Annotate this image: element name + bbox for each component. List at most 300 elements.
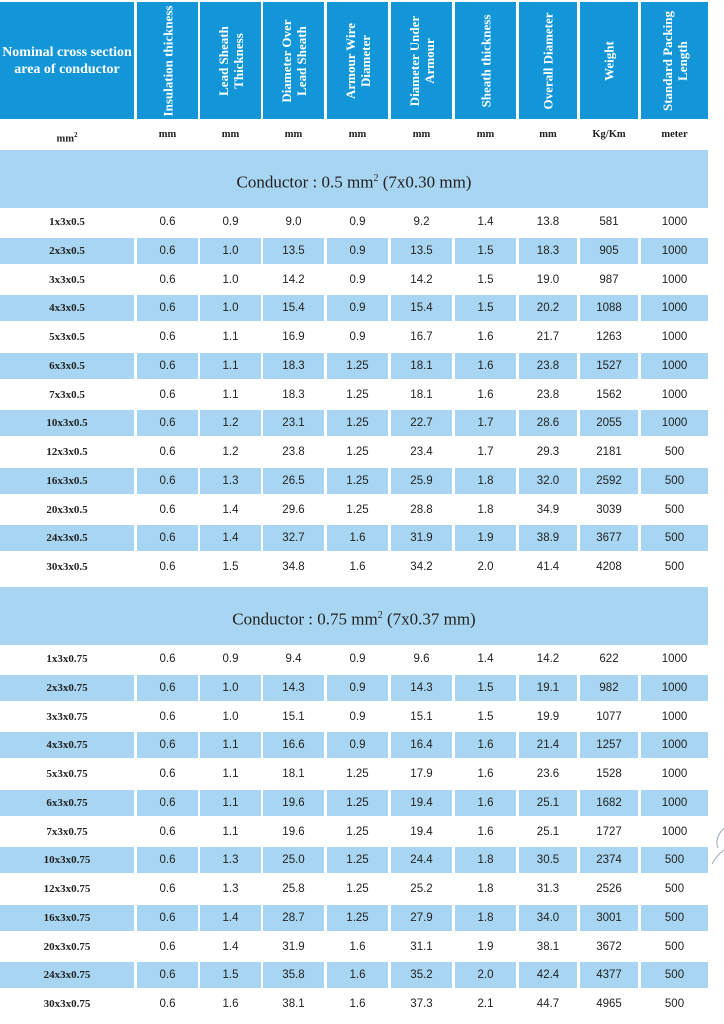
cell-nominal-size: 5x3x0.75 (46, 768, 88, 780)
cell-sheath-thickness: 1.4 (477, 216, 494, 228)
table-row (0, 646, 708, 672)
cell-armour-wire-diameter: 1.25 (346, 446, 369, 458)
cell-packing-length: 500 (664, 446, 685, 458)
header-packing-length (641, 2, 708, 119)
cell-nominal-size: 10x3x0.75 (0, 847, 134, 873)
header-nominal-size (0, 2, 134, 119)
cell-diameter-over-lead-sheath: 26.5 (263, 468, 324, 494)
cell-sheath-thickness: 1.6 (477, 331, 494, 343)
cell-nominal-size: 4x3x0.5 (0, 295, 134, 321)
cell-diameter-under-armour: 15.1 (410, 710, 433, 723)
table-row (0, 410, 708, 436)
cell-insulation-thickness: 0.6 (137, 295, 198, 321)
cell-packing-length: 1000 (661, 768, 688, 780)
cell-diameter-under-armour: 31.1 (410, 940, 433, 953)
cell-packing-length: 1000 (661, 216, 688, 228)
cell-sheath-thickness: 2.0 (455, 962, 516, 988)
unit-overall-diameter: mm (539, 129, 557, 140)
table-row (0, 761, 708, 787)
cell-insulation-thickness: 0.6 (159, 561, 176, 573)
header-overall-diameter (519, 2, 577, 119)
cell-diameter-over-lead-sheath: 28.7 (263, 905, 324, 931)
cell-diameter-over-lead-sheath: 31.9 (282, 940, 305, 953)
cell-lead-sheath-thickness: 1.0 (200, 675, 261, 701)
cell-lead-sheath-thickness: 1.4 (222, 940, 239, 953)
cell-weight: 3677 (580, 525, 638, 551)
cell-insulation-thickness: 0.6 (159, 825, 176, 838)
cell-weight: 1682 (580, 790, 638, 816)
cell-armour-wire-diameter: 1.25 (327, 353, 388, 379)
cell-diameter-under-armour: 31.9 (391, 525, 452, 551)
cell-overall-diameter: 23.8 (519, 353, 577, 379)
cell-sheath-thickness: 1.8 (477, 883, 494, 895)
cell-packing-length: 1000 (661, 653, 688, 665)
cell-sheath-thickness: 2.0 (477, 561, 494, 573)
cell-sheath-thickness: 1.9 (477, 940, 494, 953)
cell-armour-wire-diameter: 0.9 (327, 732, 388, 758)
cell-armour-wire-diameter: 1.25 (327, 790, 388, 816)
cell-insulation-thickness: 0.6 (137, 410, 198, 436)
cell-lead-sheath-thickness: 1.1 (200, 732, 261, 758)
cell-diameter-over-lead-sheath: 32.7 (263, 525, 324, 551)
cell-nominal-size: 3x3x0.5 (49, 273, 85, 286)
cell-diameter-under-armour: 27.9 (391, 905, 452, 931)
cell-sheath-thickness: 1.4 (477, 653, 494, 665)
cell-overall-diameter: 25.1 (536, 825, 560, 838)
cell-diameter-under-armour: 18.1 (410, 388, 433, 401)
cell-armour-wire-diameter: 0.9 (349, 653, 366, 665)
cell-nominal-size: 3x3x0.75 (46, 710, 88, 723)
cell-armour-wire-diameter: 1.25 (346, 503, 369, 516)
cell-armour-wire-diameter: 1.25 (346, 388, 369, 401)
cell-diameter-under-armour: 15.4 (391, 295, 452, 321)
cell-diameter-over-lead-sheath: 23.8 (282, 446, 305, 458)
cell-diameter-over-lead-sheath: 14.3 (263, 675, 324, 701)
unit-nominal-size: $mm^2$ (56, 131, 78, 145)
table-row (0, 353, 708, 379)
cell-weight: 1527 (580, 353, 638, 379)
cell-diameter-under-armour: 28.8 (410, 503, 433, 516)
cell-nominal-size: 2x3x0.75 (0, 675, 134, 701)
cell-lead-sheath-thickness: 1.1 (222, 825, 239, 838)
cell-sheath-thickness: 1.8 (477, 503, 494, 516)
cell-lead-sheath-thickness: 1.1 (200, 353, 261, 379)
cell-packing-length: 1000 (641, 238, 708, 264)
header-lead-sheath-thickness (200, 2, 261, 119)
header-label: Armour Wire Diameter (342, 22, 373, 99)
table-row (0, 704, 708, 730)
cell-weight: 987 (599, 273, 619, 286)
unit-diameter-over-lead-sheath: mm (284, 129, 303, 140)
cell-overall-diameter: 14.2 (536, 653, 560, 665)
cell-overall-diameter: 31.3 (536, 883, 560, 895)
cell-overall-diameter: 41.4 (536, 561, 560, 573)
header-sheath-thickness (455, 2, 516, 119)
table-row (0, 934, 708, 960)
header-diameter-under-armour (391, 2, 452, 119)
cell-nominal-size: 24x3x0.75 (0, 962, 134, 988)
cell-sheath-thickness: 1.6 (477, 388, 494, 401)
cell-nominal-size: 16x3x0.75 (0, 905, 134, 931)
cell-overall-diameter: 20.2 (519, 295, 577, 321)
cell-lead-sheath-thickness: 1.4 (200, 905, 261, 931)
table-row (0, 382, 708, 408)
cell-weight: 3001 (580, 905, 638, 931)
cell-nominal-size: 10x3x0.5 (0, 410, 134, 436)
cell-insulation-thickness: 0.6 (159, 446, 176, 458)
cell-insulation-thickness: 0.6 (137, 732, 198, 758)
cell-overall-diameter: 29.3 (536, 446, 560, 458)
cell-overall-diameter: 18.3 (519, 238, 577, 264)
cell-diameter-over-lead-sheath: 19.6 (282, 825, 305, 838)
cell-packing-length: 500 (641, 905, 708, 931)
cell-overall-diameter: 19.9 (536, 710, 560, 723)
cell-nominal-size: 1x3x0.5 (49, 216, 85, 228)
cell-sheath-thickness: 1.8 (455, 468, 516, 494)
cell-lead-sheath-thickness: 1.3 (222, 883, 239, 895)
header-label: Nominal cross section area of conductor (2, 44, 132, 77)
cell-nominal-size: 30x3x0.5 (46, 561, 88, 573)
cell-nominal-size: 20x3x0.75 (43, 940, 91, 953)
cell-overall-diameter: 28.6 (519, 410, 577, 436)
unit-lead-sheath-thickness: mm (221, 129, 240, 140)
cell-lead-sheath-thickness: 1.1 (200, 790, 261, 816)
cell-lead-sheath-thickness: 1.2 (200, 410, 261, 436)
cell-armour-wire-diameter: 1.6 (349, 998, 366, 1010)
table-row (0, 732, 708, 758)
cell-overall-diameter: 34.0 (519, 905, 577, 931)
cell-insulation-thickness: 0.6 (159, 388, 176, 401)
cell-diameter-under-armour: 35.2 (391, 962, 452, 988)
unit-insulation-thickness: mm (158, 129, 177, 140)
cell-packing-length: 1000 (661, 710, 688, 723)
cell-nominal-size: 4x3x0.75 (0, 732, 134, 758)
cell-diameter-under-armour: 23.4 (410, 446, 433, 458)
cell-weight: 982 (580, 675, 638, 701)
cell-overall-diameter: 23.8 (536, 388, 560, 401)
unit-diameter-under-armour: mm (412, 129, 431, 140)
cell-lead-sheath-thickness: 1.5 (200, 962, 261, 988)
cell-armour-wire-diameter: 0.9 (349, 216, 366, 228)
cell-weight: 3039 (596, 503, 622, 516)
cell-sheath-thickness: 1.5 (477, 710, 494, 723)
cell-weight: 4377 (580, 962, 638, 988)
cell-weight: 4208 (596, 561, 622, 573)
cell-insulation-thickness: 0.6 (159, 653, 176, 665)
table-row (0, 905, 708, 931)
cell-overall-diameter: 25.1 (519, 790, 577, 816)
cell-diameter-over-lead-sheath: 38.1 (282, 998, 305, 1010)
cell-packing-length: 500 (641, 525, 708, 551)
cell-diameter-under-armour: 22.7 (391, 410, 452, 436)
edge-curve-decoration (710, 828, 724, 868)
cell-diameter-under-armour: 9.2 (413, 216, 430, 228)
cell-nominal-size: 12x3x0.75 (43, 883, 91, 895)
cell-nominal-size: 7x3x0.5 (49, 388, 85, 401)
cell-packing-length: 500 (641, 847, 708, 873)
cell-sheath-thickness: 1.6 (455, 790, 516, 816)
cell-diameter-over-lead-sheath: 29.6 (282, 503, 305, 516)
cell-overall-diameter: 21.7 (536, 331, 560, 343)
cell-nominal-size: 2x3x0.5 (0, 238, 134, 264)
cell-weight: 905 (580, 238, 638, 264)
cell-diameter-under-armour: 16.4 (391, 732, 452, 758)
cell-diameter-under-armour: 34.2 (410, 561, 433, 573)
cell-packing-length: 500 (664, 998, 685, 1010)
cell-overall-diameter: 19.0 (536, 273, 560, 286)
cell-armour-wire-diameter: 0.9 (349, 331, 366, 343)
cell-armour-wire-diameter: 0.9 (327, 675, 388, 701)
header-label: Lead Sheath Thickness (215, 25, 246, 96)
cell-lead-sheath-thickness: 1.3 (200, 847, 261, 873)
cell-insulation-thickness: 0.6 (137, 468, 198, 494)
header-insulation-thickness (137, 2, 198, 119)
cell-overall-diameter: 13.8 (536, 216, 560, 228)
cell-insulation-thickness: 0.6 (137, 353, 198, 379)
cell-packing-length: 1000 (641, 410, 708, 436)
cell-insulation-thickness: 0.6 (159, 710, 176, 723)
cell-armour-wire-diameter: 1.25 (327, 468, 388, 494)
cell-nominal-size: 12x3x0.5 (46, 446, 88, 458)
cell-weight: 622 (599, 653, 619, 665)
cell-sheath-thickness: 1.5 (455, 238, 516, 264)
cell-packing-length: 500 (641, 962, 708, 988)
cell-armour-wire-diameter: 1.25 (327, 410, 388, 436)
header-label: Weight (601, 40, 617, 81)
cell-overall-diameter: 32.0 (519, 468, 577, 494)
cell-overall-diameter: 30.5 (519, 847, 577, 873)
cell-lead-sheath-thickness: 1.3 (200, 468, 261, 494)
cell-diameter-over-lead-sheath: 25.8 (282, 883, 305, 895)
header-label: Sheath thickness (478, 14, 493, 107)
table-row (0, 675, 708, 701)
cell-armour-wire-diameter: 1.25 (346, 768, 369, 780)
header-label: Diameter Over Lead Sheath (278, 18, 309, 103)
table-row (0, 876, 708, 902)
cell-sheath-thickness: 1.5 (477, 273, 494, 286)
cell-lead-sheath-thickness: 1.2 (222, 446, 239, 458)
cell-insulation-thickness: 0.6 (137, 675, 198, 701)
cell-weight: 2526 (596, 883, 622, 895)
cell-lead-sheath-thickness: 1.6 (222, 998, 239, 1010)
table-row (0, 497, 708, 523)
cell-armour-wire-diameter: 1.6 (327, 962, 388, 988)
cell-armour-wire-diameter: 0.9 (349, 273, 366, 286)
cell-weight: 2374 (580, 847, 638, 873)
cell-sheath-thickness: 1.8 (455, 847, 516, 873)
cell-packing-length: 500 (664, 940, 685, 953)
cell-lead-sheath-thickness: 1.0 (222, 273, 239, 286)
cell-sheath-thickness: 1.6 (477, 768, 494, 780)
cell-insulation-thickness: 0.6 (159, 940, 176, 953)
cell-diameter-over-lead-sheath: 9.0 (285, 216, 302, 228)
cell-diameter-under-armour: 18.1 (391, 353, 452, 379)
cell-diameter-over-lead-sheath: 25.0 (263, 847, 324, 873)
cell-insulation-thickness: 0.6 (137, 962, 198, 988)
cell-armour-wire-diameter: 0.9 (327, 238, 388, 264)
table-row (0, 295, 708, 321)
cell-insulation-thickness: 0.6 (137, 238, 198, 264)
cell-weight: 1263 (596, 331, 622, 343)
cell-diameter-under-armour: 13.5 (391, 238, 452, 264)
header-armour-wire-diameter (327, 2, 388, 119)
cell-armour-wire-diameter: 1.25 (327, 905, 388, 931)
cell-sheath-thickness: 1.6 (477, 825, 494, 838)
table-row (0, 267, 708, 293)
cell-diameter-over-lead-sheath: 15.4 (263, 295, 324, 321)
cell-diameter-over-lead-sheath: 16.6 (263, 732, 324, 758)
cell-lead-sheath-thickness: 1.1 (222, 331, 239, 343)
cell-sheath-thickness: 1.6 (455, 732, 516, 758)
cell-insulation-thickness: 0.6 (159, 503, 176, 516)
cell-weight: 581 (599, 216, 619, 228)
cell-diameter-under-armour: 14.3 (391, 675, 452, 701)
cell-sheath-thickness: 1.8 (455, 905, 516, 931)
cell-nominal-size: 5x3x0.5 (49, 331, 85, 343)
cell-overall-diameter: 34.9 (536, 503, 560, 516)
cell-insulation-thickness: 0.6 (159, 998, 176, 1010)
cell-diameter-under-armour: 19.4 (410, 825, 433, 838)
cell-insulation-thickness: 0.6 (137, 790, 198, 816)
conductor-section-title: Conductor : 0.75 $mm^2$ (7x0.37 mm) (0, 587, 708, 645)
cell-diameter-under-armour: 37.3 (410, 998, 433, 1010)
cell-packing-length: 1000 (661, 331, 688, 343)
cell-weight: 1077 (596, 710, 622, 723)
cell-diameter-over-lead-sheath: 35.8 (263, 962, 324, 988)
header-weight (580, 2, 638, 119)
cell-insulation-thickness: 0.6 (159, 883, 176, 895)
table-row (0, 991, 708, 1017)
cell-packing-length: 1000 (641, 675, 708, 701)
header-label: Standard Packing Length (659, 10, 690, 111)
cell-sheath-thickness: 1.5 (455, 295, 516, 321)
cell-lead-sheath-thickness: 1.1 (222, 768, 239, 780)
cell-diameter-under-armour: 9.6 (413, 653, 430, 665)
cell-insulation-thickness: 0.6 (159, 331, 176, 343)
cell-diameter-over-lead-sheath: 13.5 (263, 238, 324, 264)
header-label: Insulation thickness (160, 5, 175, 116)
cell-diameter-under-armour: 16.7 (410, 331, 433, 343)
cell-weight: 2592 (580, 468, 638, 494)
cell-packing-length: 500 (664, 503, 685, 516)
cell-armour-wire-diameter: 1.25 (346, 883, 369, 895)
cell-lead-sheath-thickness: 1.0 (200, 238, 261, 264)
cell-insulation-thickness: 0.6 (159, 768, 176, 780)
cell-packing-length: 500 (641, 468, 708, 494)
cell-weight: 1562 (596, 388, 622, 401)
cell-weight: 1088 (580, 295, 638, 321)
cell-diameter-under-armour: 17.9 (410, 768, 433, 780)
cell-insulation-thickness: 0.6 (137, 525, 198, 551)
cell-diameter-over-lead-sheath: 9.4 (285, 653, 302, 665)
cell-diameter-over-lead-sheath: 16.9 (282, 331, 305, 343)
cell-insulation-thickness: 0.6 (137, 905, 198, 931)
cell-sheath-thickness: 1.5 (455, 675, 516, 701)
unit-armour-wire-diameter: mm (348, 129, 367, 140)
cell-insulation-thickness: 0.6 (159, 273, 176, 286)
cell-overall-diameter: 44.7 (536, 998, 560, 1010)
cell-overall-diameter: 21.4 (519, 732, 577, 758)
cell-packing-length: 1000 (661, 825, 688, 838)
conductor-section-title: Conductor : 0.5 $mm^2$ (7x0.30 mm) (0, 150, 708, 208)
cell-nominal-size: 6x3x0.5 (0, 353, 134, 379)
table-row (0, 819, 708, 845)
cell-overall-diameter: 42.4 (519, 962, 577, 988)
table-row (0, 554, 708, 580)
cell-nominal-size: 16x3x0.5 (0, 468, 134, 494)
cell-overall-diameter: 23.6 (536, 768, 560, 780)
cell-lead-sheath-thickness: 0.9 (222, 216, 239, 228)
cell-lead-sheath-thickness: 1.4 (222, 503, 239, 516)
cell-packing-length: 1000 (641, 790, 708, 816)
cell-diameter-over-lead-sheath: 19.6 (263, 790, 324, 816)
cell-sheath-thickness: 1.7 (477, 446, 494, 458)
cell-diameter-under-armour: 25.2 (410, 883, 433, 895)
cell-armour-wire-diameter: 0.9 (327, 295, 388, 321)
cell-diameter-over-lead-sheath: 18.3 (263, 353, 324, 379)
cell-diameter-over-lead-sheath: 14.2 (282, 273, 305, 286)
cell-overall-diameter: 38.9 (519, 525, 577, 551)
cell-overall-diameter: 38.1 (536, 940, 560, 953)
cell-nominal-size: 20x3x0.5 (46, 503, 88, 516)
cell-lead-sheath-thickness: 1.4 (200, 525, 261, 551)
cell-sheath-thickness: 1.7 (455, 410, 516, 436)
cell-nominal-size: 6x3x0.75 (0, 790, 134, 816)
table-row (0, 468, 708, 494)
cell-diameter-over-lead-sheath: 23.1 (263, 410, 324, 436)
cell-nominal-size: 30x3x0.75 (43, 998, 91, 1010)
header-diameter-over-lead-sheath (263, 2, 324, 119)
cell-lead-sheath-thickness: 1.0 (200, 295, 261, 321)
cell-lead-sheath-thickness: 1.0 (222, 710, 239, 723)
cell-diameter-under-armour: 19.4 (391, 790, 452, 816)
cell-armour-wire-diameter: 1.25 (346, 825, 369, 838)
cell-weight: 4965 (596, 998, 622, 1010)
table-row (0, 209, 708, 235)
cell-nominal-size: 1x3x0.75 (46, 653, 88, 665)
cell-diameter-under-armour: 14.2 (410, 273, 433, 286)
table-row (0, 324, 708, 350)
cell-packing-length: 1000 (641, 295, 708, 321)
unit-packing-length: meter (661, 129, 688, 140)
cell-weight: 1727 (596, 825, 622, 838)
cell-overall-diameter: 19.1 (519, 675, 577, 701)
cell-sheath-thickness: 1.9 (455, 525, 516, 551)
cell-packing-length: 1000 (661, 273, 688, 286)
cell-armour-wire-diameter: 1.6 (349, 940, 366, 953)
header-label: Diameter Under Armour (406, 15, 437, 106)
cell-diameter-over-lead-sheath: 18.1 (282, 768, 305, 780)
table-row (0, 525, 708, 551)
cell-sheath-thickness: 2.1 (477, 998, 494, 1010)
table-row (0, 847, 708, 873)
table-row (0, 439, 708, 465)
cell-weight: 3672 (596, 940, 622, 953)
cell-weight: 2181 (596, 446, 622, 458)
cell-lead-sheath-thickness: 0.9 (222, 653, 239, 665)
cell-diameter-over-lead-sheath: 18.3 (282, 388, 305, 401)
cell-armour-wire-diameter: 1.25 (327, 847, 388, 873)
cell-lead-sheath-thickness: 1.1 (222, 388, 239, 401)
cell-packing-length: 1000 (641, 353, 708, 379)
cell-packing-length: 500 (664, 883, 685, 895)
cell-armour-wire-diameter: 0.9 (349, 710, 366, 723)
cell-insulation-thickness: 0.6 (137, 847, 198, 873)
cell-diameter-over-lead-sheath: 15.1 (282, 710, 305, 723)
cell-insulation-thickness: 0.6 (159, 216, 176, 228)
cell-packing-length: 1000 (641, 732, 708, 758)
cell-armour-wire-diameter: 1.6 (327, 525, 388, 551)
